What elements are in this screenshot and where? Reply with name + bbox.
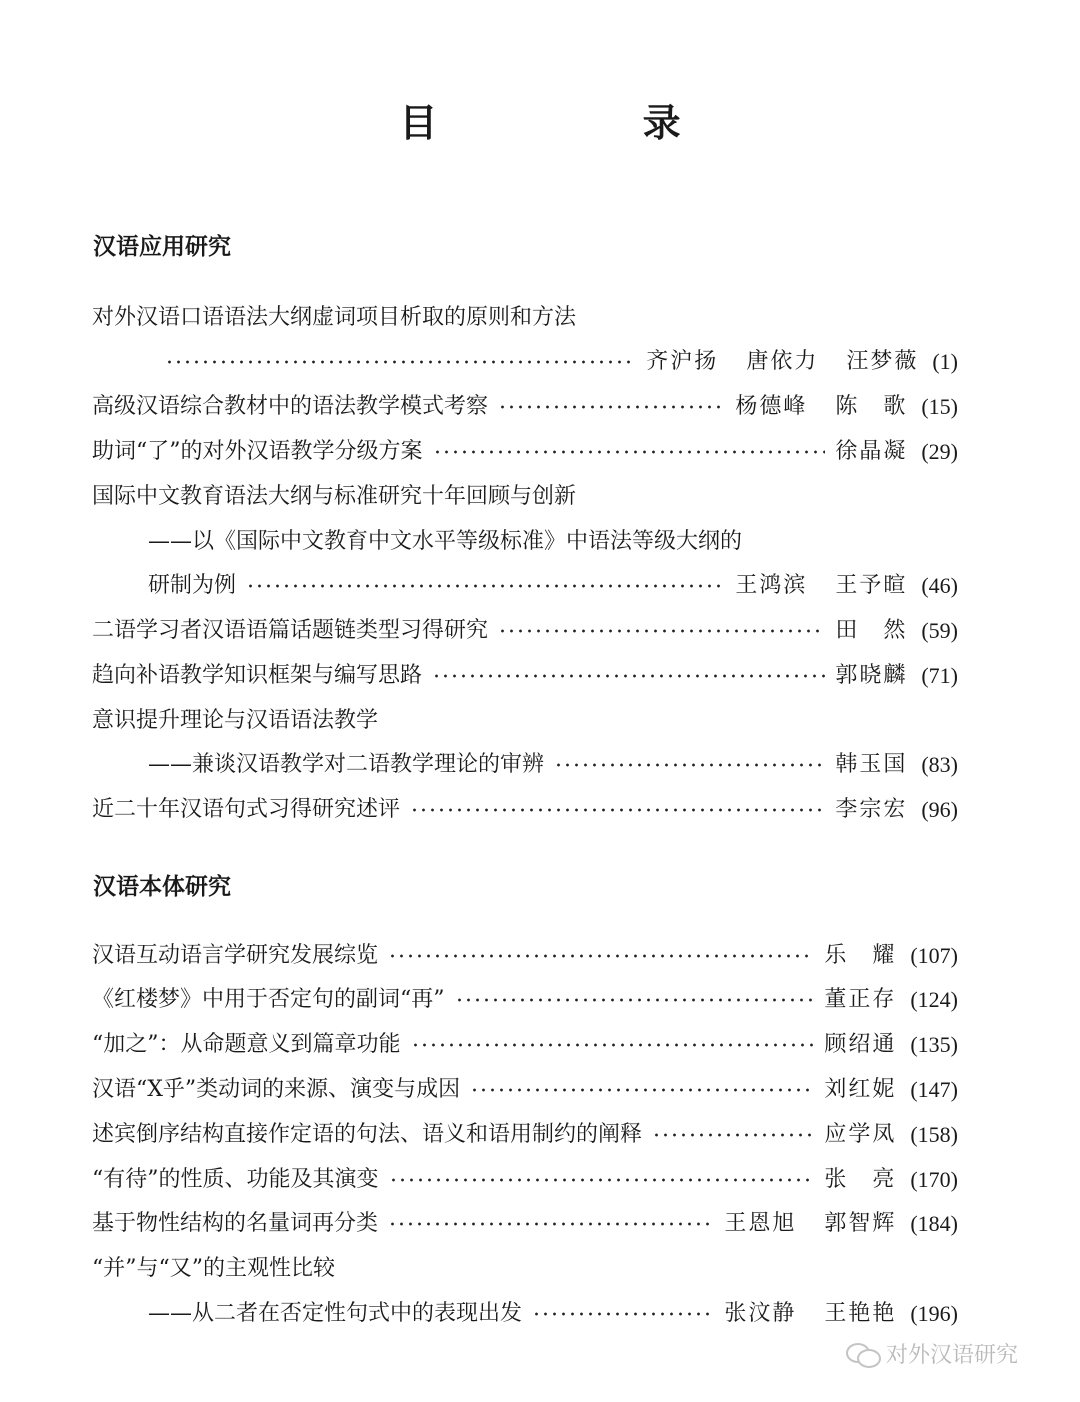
entry-title: 近二十年汉语句式习得研究述评 — [92, 797, 401, 822]
entry-page-number: (124) — [910, 987, 958, 1012]
entry-author: 张汶静 — [724, 1301, 797, 1326]
entry-page-number: (83) — [921, 752, 958, 777]
toc-entry[interactable] — [92, 1025, 958, 1065]
entry-page-number: (59) — [921, 618, 958, 643]
toc-entry[interactable] — [92, 790, 958, 830]
entry-author: 陈 歌 — [835, 394, 908, 419]
entry-author: 李宗宏 — [835, 797, 908, 822]
toc-entry[interactable] — [92, 936, 958, 976]
entry-title: ——兼谈汉语教学对二语教学理论的审辨 — [148, 752, 545, 777]
entry-author: 杨德峰 — [735, 394, 808, 419]
entry-title: 二语学习者汉语语篇话题链类型习得研究 — [92, 618, 489, 643]
toc-entry[interactable] — [92, 611, 958, 651]
entry-title: 国际中文教育语法大纲与标准研究十年回顾与创新 — [92, 484, 577, 509]
leader-dots — [389, 1160, 815, 1200]
entry-page-number: (15) — [921, 394, 958, 419]
leader-dots — [432, 656, 825, 696]
entry-author: 刘红妮 — [824, 1077, 897, 1102]
entry-page-number: (29) — [921, 439, 958, 464]
toc-entry[interactable] — [92, 1160, 958, 1200]
entry-author: 郭智辉 — [824, 1211, 897, 1236]
entry-author: 汪梦薇 — [846, 349, 919, 374]
entry-page-number: (170) — [910, 1167, 958, 1192]
entry-author: 王恩旭 — [724, 1211, 797, 1236]
toc-entry[interactable] — [92, 1070, 958, 1110]
entry-title: 高级汉语综合教材中的语法教学模式考察 — [92, 394, 489, 419]
toc-entry[interactable] — [92, 656, 958, 696]
toc-entry[interactable] — [92, 1249, 958, 1289]
entry-author: 徐晶凝 — [835, 439, 908, 464]
entry-title: 基于物性结构的名量词再分类 — [92, 1211, 379, 1236]
entry-title: 《红楼梦》中用于否定句的副词“再” — [92, 987, 445, 1012]
toc-entry[interactable] — [92, 477, 958, 517]
entry-author: 应学凤 — [824, 1122, 897, 1147]
wechat-watermark — [846, 1338, 1018, 1369]
leader-dots — [498, 611, 825, 651]
entry-page-number: (107) — [910, 943, 958, 968]
entry-title: “有待”的性质、功能及其演变 — [92, 1167, 379, 1192]
toc-entry[interactable] — [92, 1204, 958, 1244]
toc-entry[interactable] — [92, 1115, 958, 1155]
leader-dots — [410, 790, 825, 830]
toc-entry[interactable] — [92, 432, 958, 472]
entry-page-number: (71) — [921, 663, 958, 688]
leader-dots — [246, 566, 725, 606]
entry-page-number: (1) — [932, 349, 958, 374]
leader-dots — [470, 1070, 814, 1110]
entry-title: 趋向补语教学知识框架与编写思路 — [92, 663, 423, 688]
entry-page-number: (135) — [910, 1032, 958, 1057]
entry-page-number: (196) — [910, 1301, 958, 1326]
entry-title: 对外汉语口语语法大纲虚词项目析取的原则和方法 — [92, 305, 577, 330]
section-heading: 汉语应用研究 — [93, 234, 231, 260]
leader-dots — [455, 980, 815, 1020]
leader-dots — [411, 1025, 815, 1065]
entry-page-number: (46) — [921, 573, 958, 598]
entry-author: 王予暄 — [835, 573, 908, 598]
entry-title: 述宾倒序结构直接作定语的句法、语义和语用制约的阐释 — [92, 1122, 643, 1147]
entry-title: 研制为例 — [148, 573, 237, 598]
toc-entry[interactable] — [92, 298, 958, 338]
entry-author: 王艳艳 — [824, 1301, 897, 1326]
section-heading: 汉语本体研究 — [93, 874, 231, 900]
leader-dots — [498, 387, 725, 427]
toc-entry-subtitle[interactable] — [148, 522, 958, 562]
toc-entry[interactable] — [148, 745, 958, 785]
entry-author: 顾绍通 — [824, 1032, 897, 1057]
entry-author: 唐依力 — [746, 349, 819, 374]
entry-title: 汉语“X乎”类动词的来源、演变与成因 — [92, 1077, 461, 1102]
leader-dots — [388, 1204, 714, 1244]
entry-author: 郭晓麟 — [835, 663, 908, 688]
entry-page-number: (96) — [921, 797, 958, 822]
entry-author: 韩玉国 — [835, 752, 908, 777]
entry-page-number: (184) — [910, 1211, 958, 1236]
entry-author: 齐沪扬 — [646, 349, 719, 374]
entry-author: 王鸿滨 — [735, 573, 808, 598]
leader-dots — [388, 936, 814, 976]
toc-entry[interactable] — [92, 387, 958, 427]
toc-entry[interactable] — [92, 701, 958, 741]
entry-author: 田 然 — [835, 618, 908, 643]
entry-title: ——从二者在否定性句式中的表现出发 — [148, 1301, 523, 1326]
entry-author: 董正存 — [824, 987, 897, 1012]
entry-title: “并”与“又”的主观性比较 — [92, 1256, 335, 1281]
entry-author: 张 亮 — [824, 1167, 897, 1192]
watermark-text: 对外汉语研究 — [885, 1343, 1018, 1368]
entry-author: 乐 耀 — [824, 943, 897, 968]
leader-dots — [532, 1294, 714, 1334]
page-title: 目 录 — [399, 101, 777, 145]
leader-dots — [165, 342, 636, 382]
entry-page-number: (158) — [910, 1122, 958, 1147]
toc-entry[interactable] — [148, 1294, 958, 1334]
entry-title: 汉语互动语言学研究发展综览 — [92, 943, 379, 968]
leader-dots — [433, 432, 826, 472]
entry-title: “加之”：从命题意义到篇章功能 — [92, 1032, 401, 1057]
leader-dots — [554, 745, 825, 785]
entry-title: 意识提升理论与汉语语法教学 — [92, 708, 379, 733]
leader-dots — [652, 1115, 814, 1155]
toc-entry[interactable] — [165, 342, 958, 382]
entry-title: ——以《国际中文教育中文水平等级标准》中语法等级大纲的 — [148, 529, 743, 554]
entry-title: 助词“了”的对外汉语教学分级方案 — [92, 439, 423, 464]
entry-page-number: (147) — [910, 1077, 958, 1102]
toc-entry[interactable] — [148, 566, 958, 606]
toc-entry[interactable] — [92, 980, 958, 1020]
wechat-icon — [846, 1341, 880, 1367]
